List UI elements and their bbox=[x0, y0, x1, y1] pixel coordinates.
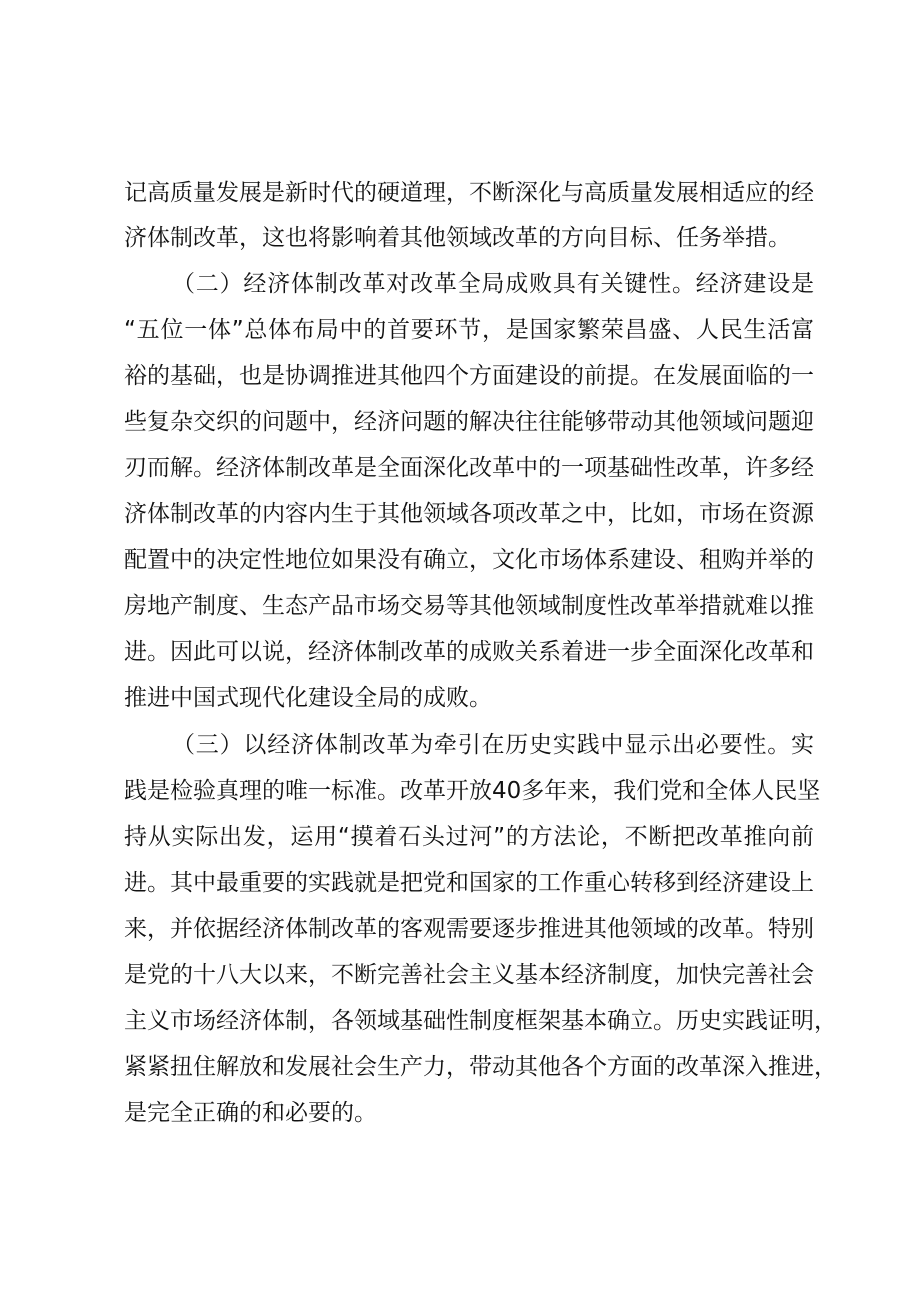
paragraph-2-line-7: 配置中的决定性地位如果没有确立，文化市场体系建设、租购并举的 bbox=[124, 547, 814, 573]
paragraph-2-line-9: 进。因此可以说，经济体制改革的成败关系着进一步全面深化改革和 bbox=[124, 639, 814, 665]
paragraph-2-line-5: 刃而解。经济体制改革是全面深化改革中的一项基础性改革，许多经 bbox=[124, 455, 814, 481]
paragraph-3-line-2: 践是检验真理的唯一标准。改革开放40多年来，我们党和全体人民坚 bbox=[124, 778, 821, 804]
paragraph-2-line-3: 裕的基础，也是协调推进其他四个方面建设的前提。在发展面临的一 bbox=[124, 363, 814, 389]
paragraph-3-line-8: 紧紧扭住解放和发展社会生产力，带动其他各个方面的改革深入推进， bbox=[124, 1054, 837, 1080]
paragraph-3-line-6: 是党的十八大以来，不断完善社会主义基本经济制度，加快完善社会 bbox=[124, 962, 814, 988]
paragraph-2-line-1: （二）经济体制改革对改革全局成败具有关键性。经济建设是 bbox=[172, 271, 814, 297]
paragraph-2-line-6: 济体制改革的内容内生于其他领域各项改革之中，比如，市场在资源 bbox=[124, 501, 814, 527]
paragraph-3-line-7: 主义市场经济体制，各领域基础性制度框架基本确立。历史实践证明， bbox=[124, 1008, 837, 1034]
paragraph-1-line-1: 记高质量发展是新时代的硬道理，不断深化与高质量发展相适应的经 bbox=[124, 180, 814, 206]
paragraph-2-line-8: 房地产制度、生态产品市场交易等其他领域制度性改革举措就难以推 bbox=[124, 593, 814, 619]
paragraph-2-line-2: “五位一体”总体布局中的首要环节，是国家繁荣昌盛、人民生活富 bbox=[124, 317, 814, 343]
paragraph-2-line-10: 推进中国式现代化建设全局的成败。 bbox=[124, 685, 492, 711]
paragraph-3-line-1: （三）以经济体制改革为牵引在历史实践中显示出必要性。实 bbox=[172, 732, 814, 758]
paragraph-3-line-3: 持从实际出发，运用“摸着石头过河”的方法论，不断把改革推向前 bbox=[124, 824, 814, 850]
paragraph-3-line-4: 进。其中最重要的实践就是把党和国家的工作重心转移到经济建设上 bbox=[124, 870, 814, 896]
paragraph-3-line-5: 来，并依据经济体制改革的客观需要逐步推进其他领域的改革。特别 bbox=[124, 916, 814, 942]
paragraph-3-line-9: 是完全正确的和必要的。 bbox=[124, 1100, 377, 1126]
paragraph-2-line-4: 些复杂交织的问题中，经济问题的解决往往能够带动其他领域问题迎 bbox=[124, 409, 814, 435]
paragraph-1-line-2: 济体制改革，这也将影响着其他领域改革的方向目标、任务举措。 bbox=[124, 225, 791, 251]
